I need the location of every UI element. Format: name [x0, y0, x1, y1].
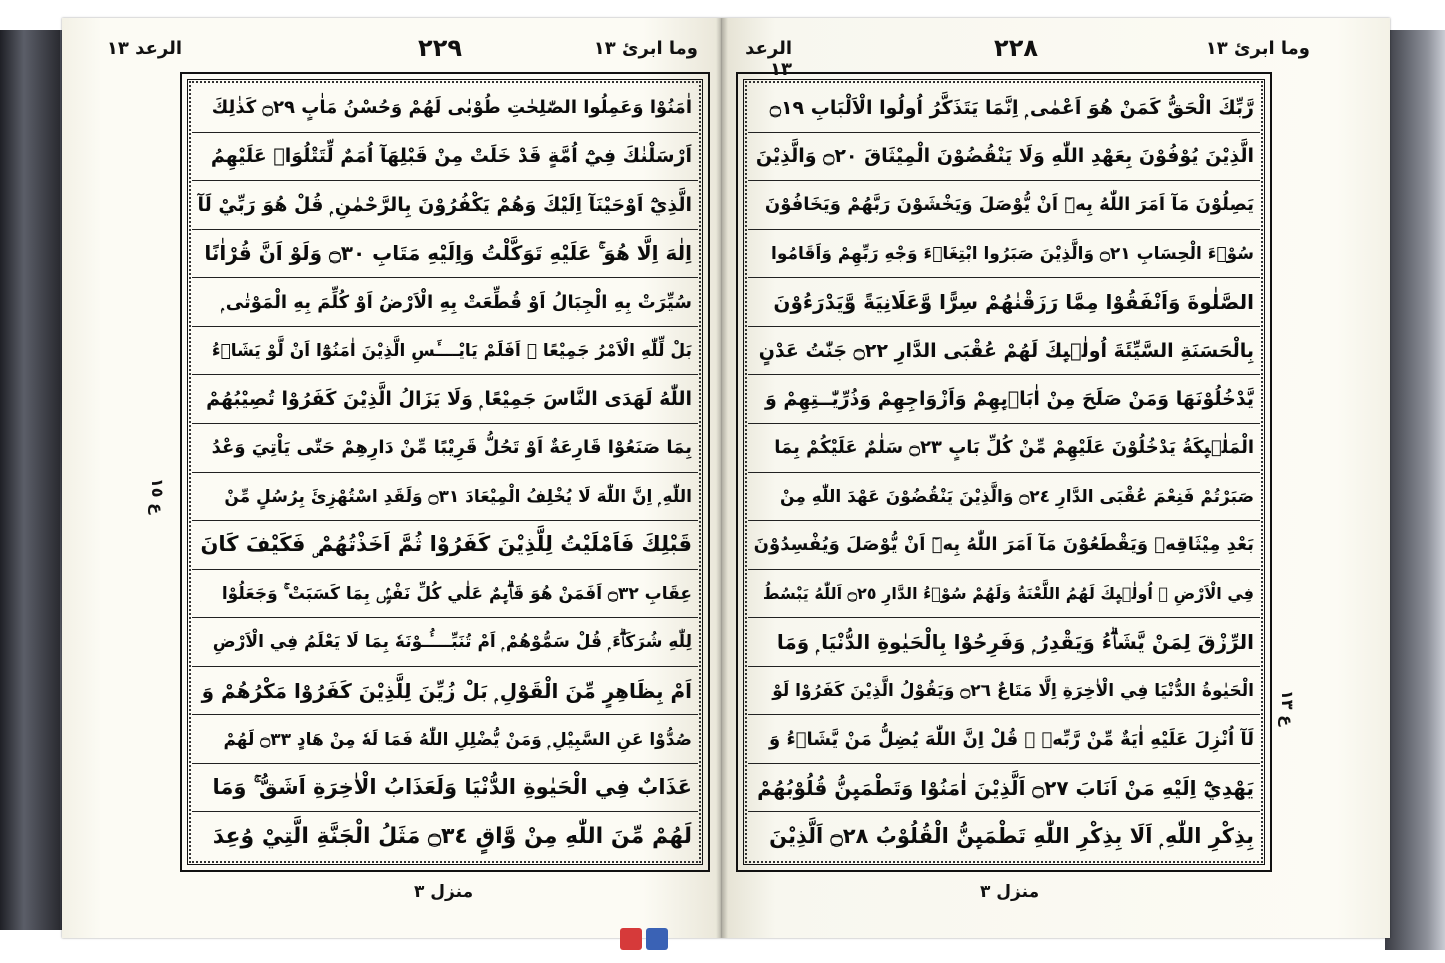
right-page-footer: منزل ٣	[980, 882, 1040, 902]
right-page	[722, 18, 1390, 938]
text-line: بِذِكْرِ اللّٰهِ ۭ اَلَا بِذِكْرِ اللّٰهِ تَطْمَىِٕنُّ الْقُلُوْبُ ۝٢٨ اَلَّذِيْنَ	[769, 823, 1254, 848]
text-line: سُيِّرَتْ بِهِ الْجِبَالُ اَوْ قُطِّعَتْ بِهِ الْاَرْضُ اَوْ كُلِّمَ بِهِ الْمَوْتٰى ۭ	[192, 278, 698, 327]
text-line: اَمْ بِظَاهِرٍ مِّنَ الْقَوْلِ ۭ بَلْ زُيِّنَ لِلَّذِيْنَ كَفَرُوْا مَكْرُهُمْ وَ	[192, 667, 698, 716]
text-line: لَآ اُنْزِلَ عَلَيْهِ اٰيَةٌ مِّنْ رَّبِّهٖ ۭ قُلْ اِنَّ اللّٰهَ يُضِلُّ مَنْ يَّشَاۗءُ وَ	[748, 715, 1260, 764]
text-line: بِالْحَسَنَةِ السَّيِّئَةَ اُولٰۗىِٕكَ لَهُمْ عُقْبَى الدَّارِ ۝٢٢ جَنّٰتُ عَدْنٍ	[748, 327, 1260, 376]
right-margin-ruku-mark: ع ١٣	[1278, 690, 1297, 727]
text-line: اِلٰهَ اِلَّا هُوَ ۚ عَلَيْهِ تَوَكَّلْتُ وَاِلَيْهِ مَتَابِ ۝٣٠ وَلَوْ اَنَّ قُرْاٰنًا	[192, 230, 698, 279]
left-page-footer: منزل ٣	[414, 882, 474, 902]
text-line: صُدُّوْا عَنِ السَّبِيْلِ ۭ وَمَنْ يُّضْلِلِ اللّٰهُ فَمَا لَهٗ مِنْ هَادٍ ۝٣٣ لَهُمْ	[192, 715, 698, 764]
text-line: الصَّلٰوةَ وَاَنْفَقُوْا مِمَّا رَزَقْنٰهُمْ سِرًّا وَّعَلَانِيَةً وَّيَدْرَءُوْنَ	[748, 278, 1260, 327]
text-line: الَّذِيْٓ اَوْحَيْنَآ اِلَيْكَ وَهُمْ يَكْفُرُوْنَ بِالرَّحْمٰنِ ۭ قُلْ هُوَ رَبِّيْ لَآ	[192, 181, 698, 230]
text-line: الْمَلٰۗىِٕكَةُ يَدْخُلُوْنَ عَلَيْهِمْ مِّنْ كُلِّ بَابٍ ۝٢٣ سَلٰمٌ عَلَيْكُمْ بِمَا	[748, 424, 1260, 473]
cover-edge-right	[1385, 30, 1445, 950]
text-line: رَّبِّكَ الْحَقُّ كَمَنْ هُوَ اَعْمٰى ۭ اِنَّمَا يَتَذَكَّرُ اُولُوا الْاَلْبَابِ ۝١٩	[748, 84, 1260, 133]
right-header-page-number: ٢٢٨	[994, 34, 1038, 62]
right-text-lines	[748, 84, 1260, 860]
text-line: الَّذِيْنَ يُوْفُوْنَ بِعَهْدِ اللّٰهِ وَلَا يَنْقُضُوْنَ الْمِيْثَاقَ ۝٢٠ وَالَّذِيْنَ	[748, 133, 1260, 182]
ribbon-marker-red	[620, 928, 642, 950]
left-margin-ruku-mark: ع ١٥	[148, 478, 167, 515]
right-header-surah: الرعد ١٣	[745, 38, 792, 80]
ribbon-marker-blue	[646, 928, 668, 950]
left-header-para: وما ابرئ ١٣	[593, 38, 698, 59]
text-line: فِي الْاَرْضِ ۙ اُولٰۗىِٕكَ لَهُمُ اللَّعْنَةُ وَلَهُمْ سُوْۗءُ الدَّارِ ۝٢٥ اَللّٰهُ يَبْسُطُ	[748, 570, 1260, 619]
text-line: عَذَابٌ فِي الْحَيٰوةِ الدُّنْيَا وَلَعَذَابُ الْاٰخِرَةِ اَشَقُّ ۚ وَمَا	[192, 764, 698, 813]
text-line: اللّٰهِ ۭ اِنَّ اللّٰهَ لَا يُخْلِفُ الْمِيْعَادَ ۝٣١ وَلَقَدِ اسْتُهْزِئَ بِرُسُلٍ مِّنْ	[192, 473, 698, 522]
left-header-surah: الرعد ١٣	[106, 38, 182, 59]
right-header-para: وما ابرئ ١٣	[1205, 38, 1310, 59]
left-text-frame	[180, 72, 710, 872]
text-line: سُوْۗءَ الْحِسَابِ ۝٢١ وَالَّذِيْنَ صَبَرُوا ابْتِغَاۗءَ وَجْهِ رَبِّهِمْ وَاَقَامُوا	[748, 230, 1260, 279]
text-line: يَّدْخُلُوْنَهَا وَمَنْ صَلَحَ مِنْ اٰبَاۗىِٕهِمْ وَاَزْوَاجِهِمْ وَذُرِّيّٰــتِهِمْ وَ	[748, 375, 1260, 424]
left-text-lines	[192, 84, 698, 860]
text-line: عِقَابِ ۝٣٢ اَفَمَنْ هُوَ قَاۗىِٕمٌ عَلٰي كُلِّ نَفْسٍۢ بِمَا كَسَبَتْ ۚ وَجَعَلُوْا	[192, 570, 698, 619]
text-line: اٰمَنُوْا وَعَمِلُوا الصّٰلِحٰتِ طُوْبٰى لَهُمْ وَحُسْنُ مَاٰبٍ ۝٢٩ كَذٰلِكَ	[192, 84, 698, 133]
text-line: صَبَرْتُمْ فَنِعْمَ عُقْبَى الدَّارِ ۝٢٤ وَالَّذِيْنَ يَنْقُضُوْنَ عَهْدَ اللّٰهِ مِنْ	[748, 473, 1260, 522]
left-page-header	[62, 32, 722, 68]
text-line: اَرْسَلْنٰكَ فِيْٓ اُمَّةٍ قَدْ خَلَتْ مِنْ قَبْلِهَآ اُمَمٌ لِّتَتْلُوَا۟ عَلَيْهِمُ	[192, 133, 698, 182]
text-line: الرِّزْقَ لِمَنْ يَّشَاۗءُ وَيَقْدِرُ ۭ وَفَرِحُوْا بِالْحَيٰوةِ الدُّنْيَا ۭ وَمَا	[748, 618, 1260, 667]
text-line: يَهْدِيْٓ اِلَيْهِ مَنْ اَنَابَ ۝٢٧ اَلَّذِيْنَ اٰمَنُوْا وَتَطْمَىِٕنُّ قُلُوْبُهُمْ	[748, 764, 1260, 813]
text-line: بَعْدِ مِيْثَاقِهٖ وَيَقْطَعُوْنَ مَآ اَمَرَ اللّٰهُ بِهٖٓ اَنْ يُّوْصَلَ وَيُفْسِدُوْنَ	[748, 521, 1260, 570]
text-line: يَصِلُوْنَ مَآ اَمَرَ اللّٰهُ بِهٖٓ اَنْ يُّوْصَلَ وَيَخْشَوْنَ رَبَّهُمْ وَيَخَافُوْنَ	[748, 181, 1260, 230]
text-line: اللّٰهُ لَهَدَى النَّاسَ جَمِيْعًا ۭ وَلَا يَزَالُ الَّذِيْنَ كَفَرُوْا تُصِيْبُهُمْ	[192, 375, 698, 424]
left-header-page-number: ٢٢٩	[418, 34, 462, 62]
book-spine-shadow	[716, 18, 728, 938]
text-line: الْحَيٰوةُ الدُّنْيَا فِي الْاٰخِرَةِ اِلَّا مَتَاعٌ ۝٢٦ وَيَقُوْلُ الَّذِيْنَ كَفَرُوْا لَوْ	[748, 667, 1260, 716]
text-line: لِلّٰهِ شُرَكَاۗءَ ۭ قُلْ سَمُّوْهُمْ ۭ اَمْ تُنَبِّــــُٔـوْنَهٗ بِمَا لَا يَعْلَمُ فِي الْاَرْضِ	[192, 618, 698, 667]
text-line: بَلْ لِّلّٰهِ الْاَمْرُ جَمِيْعًا ۭ اَفَلَمْ يَايْــــَٔسِ الَّذِيْنَ اٰمَنُوْٓا اَنْ لَّوْ يَشَاۗءُ	[192, 327, 698, 376]
left-page	[62, 18, 722, 938]
right-page-header	[722, 32, 1390, 80]
text-line: بِمَا صَنَعُوْا قَارِعَةٌ اَوْ تَحُلُّ قَرِيْبًا مِّنْ دَارِهِمْ حَتّٰى يَاْتِيَ وَعْدُ	[192, 424, 698, 473]
right-text-frame	[736, 72, 1272, 872]
text-line: قَبْلِكَ فَاَمْلَيْتُ لِلَّذِيْنَ كَفَرُوْا ثُمَّ اَخَذْتُهُمْ ۣ فَكَيْفَ كَانَ	[192, 521, 698, 570]
text-line: لَهُمْ مِّنَ اللّٰهِ مِنْ وَّاقٍ ۝٣٤ مَثَلُ الْجَنَّةِ الَّتِيْ وُعِدَ	[212, 823, 692, 849]
cover-edge-left	[0, 30, 60, 930]
